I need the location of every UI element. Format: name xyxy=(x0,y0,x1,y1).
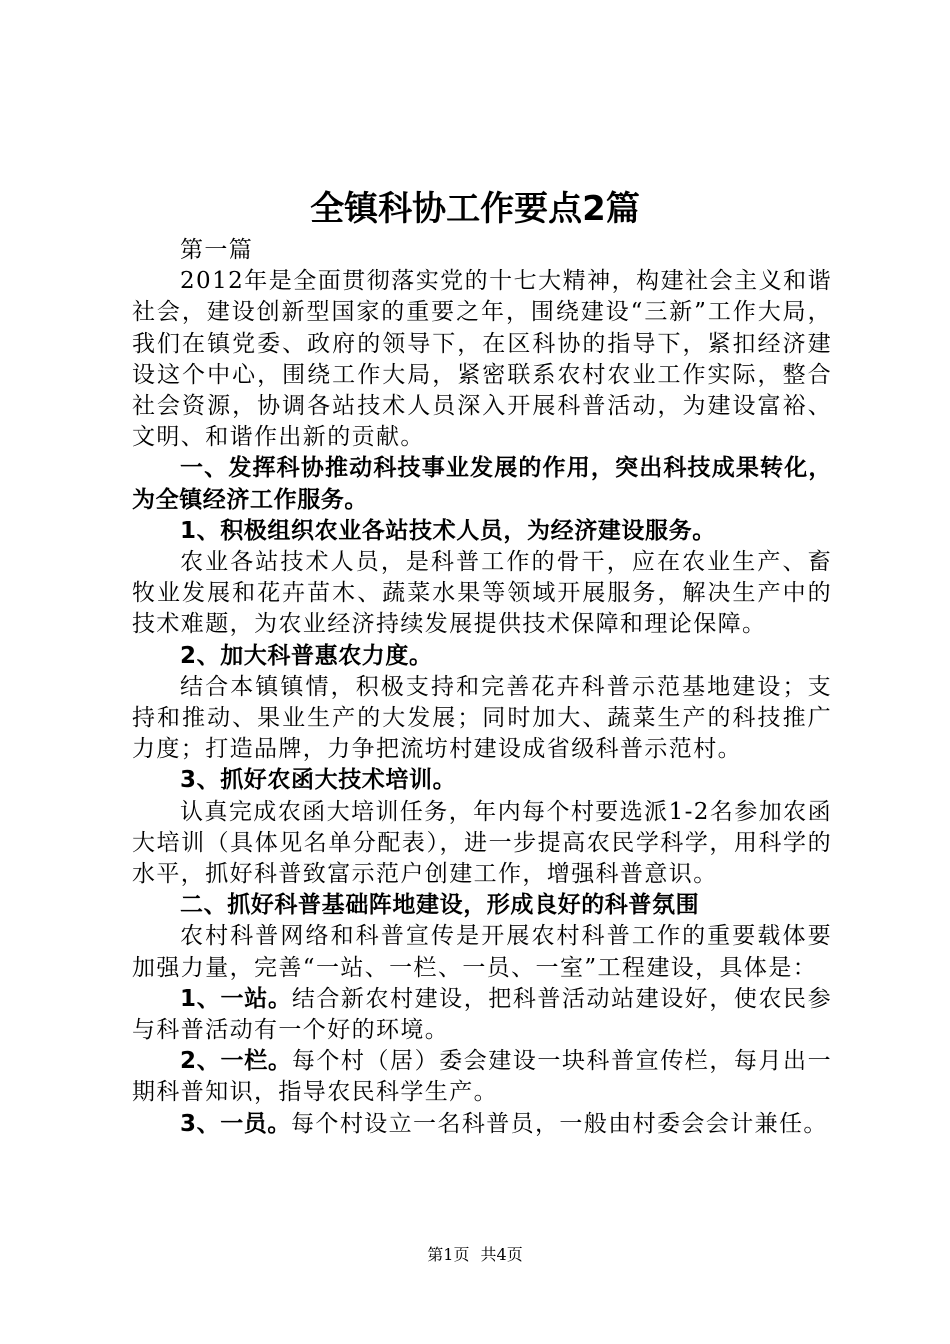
list-item-member xyxy=(132,1109,832,1140)
section-heading-1: 一、发挥科协推动科技事业发展的作用，突出科技成果转化，为全镇经济工作服务。 xyxy=(132,455,832,513)
list-item-board xyxy=(132,1046,832,1108)
list-item-lead: 1、一站。 xyxy=(180,985,292,1012)
document-title: 全镇科协工作要点2篇 xyxy=(310,189,640,229)
subheading-1-1: 1、积极组织农业各站技术人员，为经济建设服务。 xyxy=(180,517,716,544)
subheading-1-3: 3、抓好农函大技术培训。 xyxy=(180,767,457,794)
subheading-1-2: 2、加大科普惠农力度。 xyxy=(180,642,433,669)
page-number: 第1页 xyxy=(427,1245,470,1264)
list-item-station xyxy=(132,984,832,1046)
list-item-text: 结合新农村建设，把科普活动站建设好，使农民参与科普活动有一个好的环境。 xyxy=(132,985,832,1044)
section-label: 第一篇 xyxy=(180,237,254,263)
paragraph-1-2: 结合本镇镇情，积极支持和完善花卉科普示范基地建设；支持和推动、果业生产的大发展；同时加大、蔬菜生产的科技推广力度；打造品牌，力争把流坊村建设成省级科普示范村。 xyxy=(132,673,832,763)
section-heading-2: 二、抓好科普基础阵地建设，形成良好的科普氛围 xyxy=(180,892,700,919)
page-total: 共4页 xyxy=(480,1245,523,1264)
paragraph-2-intro: 农村科普网络和科普宣传是开展农村科普工作的重要载体要加强力量，完善“一站、一栏、一员、一室”工程建设，具体是： xyxy=(132,923,832,981)
paragraph-1-3: 认真完成农函大培训任务，年内每个村要选派1-2名参加农函大培训（具体见名单分配表），进一步提高农民学科学，用科学的水平，抓好科普致富示范户创建工作，增强科普意识。 xyxy=(132,798,832,888)
list-item-text: 每个村设立一名科普员，一般由村委会会计兼任。 xyxy=(291,1110,828,1137)
paragraph-1-1: 农业各站技术人员，是科普工作的骨干，应在农业生产、畜牧业发展和花卉苗木、蔬菜水果等领域开展服务，解决生产中的技术难题，为农业经济持续发展提供技术保障和理论保障。 xyxy=(132,549,832,638)
list-item-lead: 2、一栏。 xyxy=(180,1048,292,1075)
page-footer xyxy=(0,1244,950,1266)
document-body xyxy=(132,235,832,1140)
list-item-lead: 3、一员。 xyxy=(180,1110,292,1137)
intro-paragraph: 2012年是全面贯彻落实党的十七大精神，构建社会主义和谐社会，建设创新型国家的重要之年，围绕建设“三新”工作大局，我们在镇党委、政府的领导下，在区科协的指导下，紧扣经济建设这个中心，围绕工作大局，紧密联系农村农业工作实际，整合社会资源，协调各站技术人员深入开展科普活动，为建设富裕、文明、和谐作出新的贡献。 xyxy=(132,268,832,451)
list-item-text: 每个村（居）委会建设一块科普宣传栏，每月出一期科普知识，指导农民科学生产。 xyxy=(132,1048,832,1106)
